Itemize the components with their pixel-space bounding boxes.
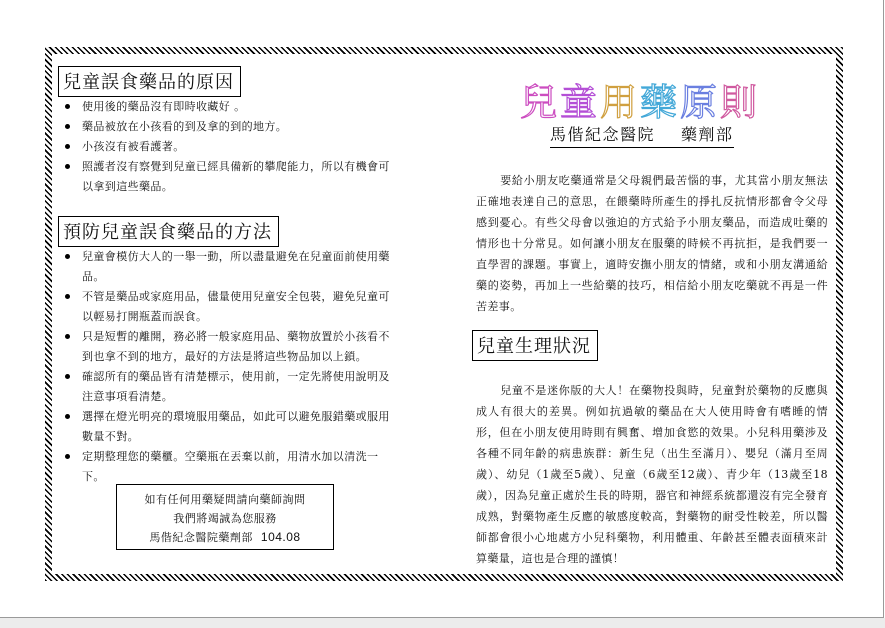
contact-line-1: 如有任何用藥疑問請向藥師詢問 <box>144 493 306 506</box>
list-item: 小孩沒有被看護著。 <box>62 137 392 157</box>
list-item: 照護者沒有察覺到兒童已經具備新的攀爬能力，所以有機會可以拿到這些藥品。 <box>62 157 392 197</box>
list-item: 只是短暫的離開，務必將一般家庭用品、藥物放置於小孩看不到也拿不到的地方，最好的方法是將這些物品加以上鎖。 <box>62 327 392 367</box>
intro-paragraph: 要給小朋友吃藥通常是父母親們最苦惱的事，尤其當小朋友無法正確地表達自己的意思，在餵藥時所產生的掙扎反抗情形都會令父母感到憂心。有些父母會以強迫的方式給予小朋友藥品，而造成吐藥的情形也十分常見。如何讓小朋友在服藥的時候不再抗拒，是我們要一直學習的課題。事實上，適時安撫小朋友的情緒，或和小朋友溝通給藥的姿勢，再加上一些給藥的技巧，相信給小朋友吃藥就不再是一件苦差事。 <box>476 174 828 313</box>
contact-line-3 <box>117 528 333 547</box>
contact-line-2: 我們將竭誠為您服務 <box>173 512 277 525</box>
physiology-paragraph: 兒童不是迷你版的大人！在藥物投與時，兒童對於藥物的反應與成人有很大的差異。例如抗過敏的藥品在大人使用時會有嗜睡的情形，但在小朋友使用時則有興奮、增加食慾的效果。小兒科用藥涉及各種不同年齡的病患族群：新生兒（出生至滿月）、嬰兒（滿月至周歲）、幼兒（1歲至5歲）、兒童（6歲至12歲）、青少年（13歲至18歲），因為兒童正處於生長的時期，器官和神經系統都還沒有完全發育成熟，對藥物產生反應的敏感度較高，對藥物的耐受性較差，所以醫師都會很小心地處方小兒科藥物，利用體重、年齡甚至體表面積來計算藥量，這也是合理的謹慎！ <box>476 384 828 565</box>
list-item: 選擇在燈光明亮的環境服用藥品，如此可以避免服錯藥或服用數量不對。 <box>62 407 392 447</box>
physiology-heading: 兒童生理狀況 <box>472 330 598 361</box>
title-char: 童 <box>560 81 600 124</box>
list-item: 兒童會模仿大人的一舉一動，所以盡量避免在兒童面前使用藥品。 <box>62 247 392 287</box>
list-item: 使用後的藥品沒有即時收藏好 。 <box>62 97 392 117</box>
contact-number: 104.08 <box>260 530 301 544</box>
subtitle-dept: 藥劑部 <box>681 125 734 144</box>
subtitle <box>550 122 734 148</box>
title-char: 用 <box>600 81 640 124</box>
prevent-heading: 預防兒童誤食藥品的方法 <box>58 216 279 247</box>
contact-dept: 馬偕紀念醫院藥劑部 <box>149 531 253 544</box>
subtitle-hospital: 馬偕紀念醫院 <box>550 125 656 144</box>
list-item: 定期整理您的藥櫃。空藥瓶在丟棄以前，用清水加以清洗一下。 <box>62 447 392 487</box>
title-char: 則 <box>720 81 760 124</box>
page-shadow <box>0 618 885 628</box>
prevent-list <box>62 247 392 487</box>
page-title <box>520 72 780 124</box>
list-item: 確認所有的藥品皆有清楚標示，使用前，一定先將使用說明及注意事項看清楚。 <box>62 367 392 407</box>
list-item: 藥品被放在小孩看的到及拿的到的地方。 <box>62 117 392 137</box>
title-char: 兒 <box>520 81 560 124</box>
cause-list <box>62 97 392 197</box>
title-char: 藥 <box>640 81 680 124</box>
title-char: 原 <box>680 81 720 124</box>
list-item: 不管是藥品或家庭用品，儘量使用兒童安全包裝，避免兒童可以輕易打開瓶蓋而誤食。 <box>62 287 392 327</box>
contact-box <box>116 484 334 550</box>
cause-heading: 兒童誤食藥品的原因 <box>58 66 241 97</box>
